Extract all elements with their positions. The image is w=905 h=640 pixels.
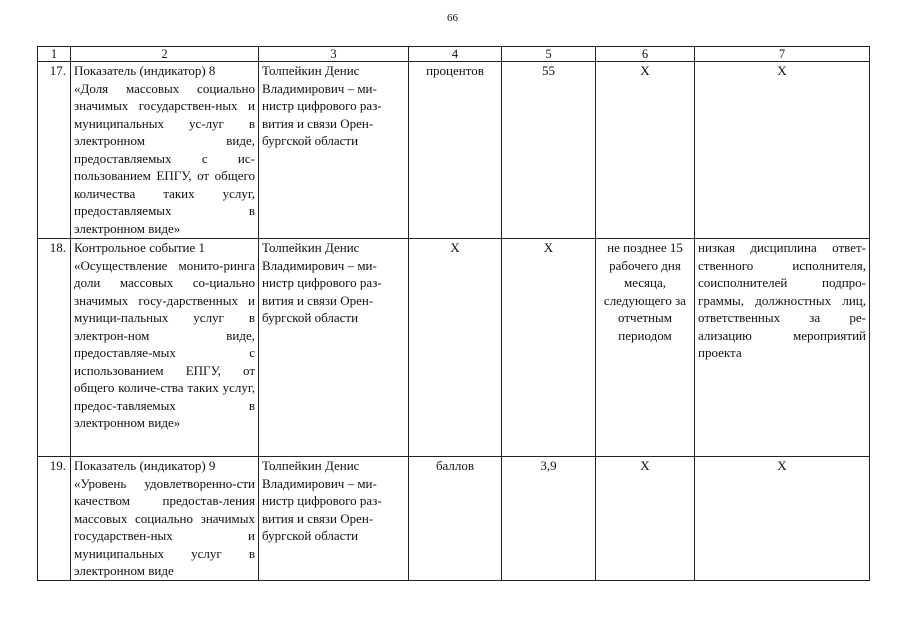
risk-cell: Х — [695, 457, 870, 581]
unit-cell: процентов — [409, 62, 502, 239]
value-cell: Х — [502, 239, 596, 457]
column-header-3: 3 — [259, 47, 409, 62]
table-row — [38, 239, 870, 457]
deadline-cell: Х — [596, 62, 695, 239]
page-number: 66 — [447, 12, 458, 24]
deadline-cell: Х — [596, 457, 695, 581]
column-header-2: 2 — [71, 47, 259, 62]
table-row — [38, 457, 870, 581]
row-number: 18. — [38, 239, 71, 457]
deadline-cell: не позднее 15 рабочего дня месяца, следующего за отчетным периодом — [596, 239, 695, 457]
column-header-4: 4 — [409, 47, 502, 62]
row-number: 19. — [38, 457, 71, 581]
table-row — [38, 62, 870, 239]
value-cell: 3,9 — [502, 457, 596, 581]
unit-cell: Х — [409, 239, 502, 457]
row-number: 17. — [38, 62, 71, 239]
column-header-6: 6 — [596, 47, 695, 62]
column-header-7: 7 — [695, 47, 870, 62]
executor-cell: Толпейкин Денис Владимирович – ми-нистр цифрового раз-вития и связи Орен-бургской области — [259, 62, 409, 239]
indicator-cell: Показатель (индикатор) 8 «Доля массовых социально значимых государствен-ных и муниципальных ус-луг в электронном виде, предоставляемых с ис-пользованием ЕПГУ, от общего количества таких услуг, предоставляемых в электронном виде» — [71, 62, 259, 239]
risk-cell: Х — [695, 62, 870, 239]
risk-cell: низкая дисциплина ответ-ственного исполнителя, соисполнителей подпро-граммы, должностных лиц, ответственных за ре-ализацию мероприятий проекта — [695, 239, 870, 457]
unit-cell: баллов — [409, 457, 502, 581]
column-header-1: 1 — [38, 47, 71, 62]
indicator-cell: Показатель (индикатор) 9 «Уровень удовлетворенно-сти качеством предостав-ления массовых социально значимых государствен-ных и муниципальных услуг в электронном виде — [71, 457, 259, 581]
executor-cell: Толпейкин Денис Владимирович – ми-нистр цифрового раз-вития и связи Орен-бургской области — [259, 457, 409, 581]
indicator-cell: Контрольное событие 1 «Осуществление монито-ринга доли массовых со-циально значимых госу-дарственных и муници-пальных услуг в электрон-ном виде, предоставляе-мых с использованием ЕПГУ, от общего количе-ства таких услуг, предос-тавляемых в электронном виде» — [71, 239, 259, 457]
column-header-5: 5 — [502, 47, 596, 62]
column-number-row — [38, 47, 870, 62]
program-table — [37, 46, 870, 581]
executor-cell: Толпейкин Денис Владимирович – ми-нистр цифрового раз-вития и связи Орен-бургской области — [259, 239, 409, 457]
value-cell: 55 — [502, 62, 596, 239]
